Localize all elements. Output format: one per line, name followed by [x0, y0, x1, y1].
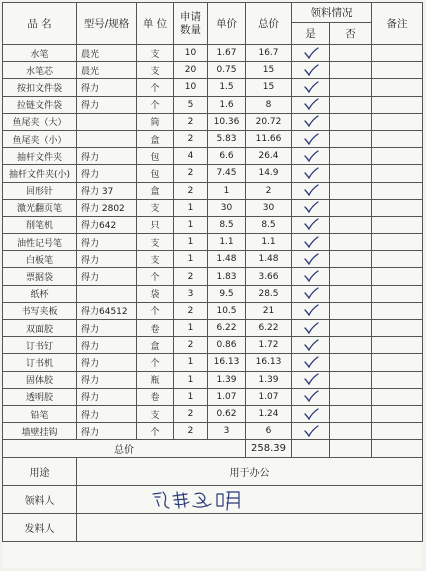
- receiver-label: 领料人: [3, 486, 77, 514]
- checkmark-icon: [303, 133, 319, 146]
- item-unit: 个: [137, 302, 174, 319]
- item-model: 得力: [77, 234, 137, 251]
- item-total: 1.72: [246, 337, 292, 354]
- item-unit: 支: [137, 251, 174, 268]
- table-row: [3, 113, 423, 130]
- checkmark-icon: [303, 201, 319, 214]
- item-model: 晨光: [77, 62, 137, 79]
- received-yes-cell: [292, 405, 330, 422]
- received-no-cell: [330, 79, 372, 96]
- table-row: [3, 354, 423, 371]
- item-unit: 支: [137, 199, 174, 216]
- table-row: [3, 148, 423, 165]
- item-note: [372, 113, 423, 130]
- item-model: 得力: [77, 320, 137, 337]
- received-no-cell: [330, 302, 372, 319]
- table-row: [3, 371, 423, 388]
- item-name: 抽杆文件夹(小): [3, 165, 77, 182]
- item-price: 8.5: [208, 216, 246, 233]
- item-note: [372, 337, 423, 354]
- table-row: [3, 320, 423, 337]
- table-row: [3, 199, 423, 216]
- received-no-cell: [330, 423, 372, 440]
- item-note: [372, 285, 423, 302]
- item-qty: 2: [174, 113, 208, 130]
- item-unit: 个: [137, 96, 174, 113]
- item-price: 1.1: [208, 234, 246, 251]
- item-price: 0.86: [208, 337, 246, 354]
- received-yes-cell: [292, 302, 330, 319]
- received-yes-cell: [292, 113, 330, 130]
- item-unit: 支: [137, 234, 174, 251]
- received-no-cell: [330, 371, 372, 388]
- item-name: 白板笔: [3, 251, 77, 268]
- item-unit: 卷: [137, 388, 174, 405]
- item-note: [372, 62, 423, 79]
- received-yes-cell: [292, 79, 330, 96]
- item-total: 15: [246, 79, 292, 96]
- checkmark-icon: [303, 167, 319, 180]
- checkmark-icon: [303, 322, 319, 335]
- received-no-cell: [330, 337, 372, 354]
- item-model: 得力 2802: [77, 199, 137, 216]
- item-price: 0.62: [208, 405, 246, 422]
- checkmark-icon: [303, 47, 319, 60]
- checkmark-icon: [303, 236, 319, 249]
- item-total: 1.24: [246, 405, 292, 422]
- table-row: [3, 251, 423, 268]
- checkmark-icon: [303, 356, 319, 369]
- item-total: 14.9: [246, 165, 292, 182]
- item-unit: 筒: [137, 113, 174, 130]
- item-unit: 瓶: [137, 371, 174, 388]
- item-qty: 2: [174, 130, 208, 147]
- item-unit: 盒: [137, 130, 174, 147]
- item-model: [77, 113, 137, 130]
- received-no-cell: [330, 320, 372, 337]
- item-unit: 个: [137, 354, 174, 371]
- item-note: [372, 45, 423, 62]
- item-note: [372, 320, 423, 337]
- item-note: [372, 251, 423, 268]
- total-no: [330, 440, 372, 458]
- item-unit: 支: [137, 405, 174, 422]
- table-row: [3, 302, 423, 319]
- received-yes-cell: [292, 96, 330, 113]
- table-row: [3, 405, 423, 422]
- item-qty: 2: [174, 405, 208, 422]
- checkmark-icon: [303, 115, 319, 128]
- item-total: 15: [246, 62, 292, 79]
- item-unit: 支: [137, 62, 174, 79]
- item-name: 按扣文件袋: [3, 79, 77, 96]
- received-no-cell: [330, 45, 372, 62]
- item-note: [372, 302, 423, 319]
- item-total: 16.13: [246, 354, 292, 371]
- table-row: [3, 268, 423, 285]
- purpose-label: 用途: [3, 458, 77, 486]
- item-total: 1.1: [246, 234, 292, 251]
- item-total: 6.22: [246, 320, 292, 337]
- item-name: 双面胶: [3, 320, 77, 337]
- checkmark-icon: [303, 408, 319, 421]
- received-yes-cell: [292, 337, 330, 354]
- table-row: [3, 62, 423, 79]
- item-model: 得力: [77, 79, 137, 96]
- item-qty: 5: [174, 96, 208, 113]
- item-qty: 2: [174, 302, 208, 319]
- header-yes: 是: [292, 23, 330, 45]
- item-note: [372, 182, 423, 199]
- table-row: [3, 216, 423, 233]
- item-price: 30: [208, 199, 246, 216]
- item-unit: 支: [137, 45, 174, 62]
- item-total: 11.66: [246, 130, 292, 147]
- item-price: 1.67: [208, 45, 246, 62]
- item-price: 1.5: [208, 79, 246, 96]
- table-row: [3, 234, 423, 251]
- item-qty: 2: [174, 268, 208, 285]
- item-unit: 包: [137, 165, 174, 182]
- item-total: 21: [246, 302, 292, 319]
- item-total: 1.39: [246, 371, 292, 388]
- item-qty: 1: [174, 234, 208, 251]
- item-price: 1.48: [208, 251, 246, 268]
- item-name: 透明胶: [3, 388, 77, 405]
- item-model: 得力642: [77, 216, 137, 233]
- item-qty: 2: [174, 337, 208, 354]
- item-total: 1.07: [246, 388, 292, 405]
- item-name: 油性记号笔: [3, 234, 77, 251]
- checkmark-icon: [303, 218, 319, 231]
- received-no-cell: [330, 165, 372, 182]
- item-model: 得力 37: [77, 182, 137, 199]
- item-qty: 4: [174, 148, 208, 165]
- received-yes-cell: [292, 354, 330, 371]
- table-row: [3, 337, 423, 354]
- item-total: 16.7: [246, 45, 292, 62]
- received-no-cell: [330, 354, 372, 371]
- item-model: 得力: [77, 165, 137, 182]
- item-price: 1.39: [208, 371, 246, 388]
- checkmark-icon: [303, 270, 319, 283]
- received-no-cell: [330, 199, 372, 216]
- item-unit: 只: [137, 216, 174, 233]
- item-model: 得力: [77, 148, 137, 165]
- received-no-cell: [330, 62, 372, 79]
- item-price: 10.36: [208, 113, 246, 130]
- item-model: 得力: [77, 423, 137, 440]
- item-price: 0.75: [208, 62, 246, 79]
- received-no-cell: [330, 216, 372, 233]
- header-total: 总价: [246, 3, 292, 45]
- checkmark-icon: [303, 390, 319, 403]
- item-total: 6: [246, 423, 292, 440]
- header-name: 品 名: [3, 3, 77, 45]
- item-unit: 个: [137, 268, 174, 285]
- item-total: 8: [246, 96, 292, 113]
- checkmark-icon: [303, 98, 319, 111]
- item-price: 1.6: [208, 96, 246, 113]
- received-no-cell: [330, 182, 372, 199]
- item-name: 书写夹板: [3, 302, 77, 319]
- checkmark-icon: [303, 150, 319, 163]
- table-row: [3, 79, 423, 96]
- issuer-value: [77, 514, 423, 542]
- received-no-cell: [330, 234, 372, 251]
- checkmark-icon: [303, 287, 319, 300]
- item-model: 得力: [77, 371, 137, 388]
- item-name: 鱼尾夹（大）: [3, 113, 77, 130]
- item-total: 8.5: [246, 216, 292, 233]
- item-name: 票据袋: [3, 268, 77, 285]
- header-note: 备注: [372, 3, 423, 45]
- signature-scribble: [147, 488, 257, 512]
- item-unit: 包: [137, 148, 174, 165]
- item-total: 1.48: [246, 251, 292, 268]
- item-name: 订书钉: [3, 337, 77, 354]
- item-total: 26.4: [246, 148, 292, 165]
- item-name: 水笔芯: [3, 62, 77, 79]
- item-model: 得力: [77, 337, 137, 354]
- item-total: 28.5: [246, 285, 292, 302]
- item-name: 抽杆文件夹: [3, 148, 77, 165]
- received-yes-cell: [292, 130, 330, 147]
- item-price: 6.22: [208, 320, 246, 337]
- item-note: [372, 388, 423, 405]
- item-unit: 盒: [137, 337, 174, 354]
- item-qty: 2: [174, 182, 208, 199]
- received-yes-cell: [292, 371, 330, 388]
- checkmark-icon: [303, 339, 319, 352]
- issuer-label: 发料人: [3, 514, 77, 542]
- item-note: [372, 354, 423, 371]
- item-model: 晨光: [77, 45, 137, 62]
- item-name: 激光翻页笔: [3, 199, 77, 216]
- item-model: 得力64512: [77, 302, 137, 319]
- item-qty: 2: [174, 165, 208, 182]
- item-qty: 3: [174, 285, 208, 302]
- item-note: [372, 165, 423, 182]
- header-no: 否: [330, 23, 372, 45]
- item-note: [372, 148, 423, 165]
- item-qty: 2: [174, 423, 208, 440]
- item-qty: 1: [174, 251, 208, 268]
- item-model: [77, 130, 137, 147]
- item-name: 纸杯: [3, 285, 77, 302]
- item-qty: 1: [174, 371, 208, 388]
- received-no-cell: [330, 405, 372, 422]
- table-row: [3, 285, 423, 302]
- item-note: [372, 216, 423, 233]
- table-row: [3, 130, 423, 147]
- item-total: 3.66: [246, 268, 292, 285]
- item-price: 16.13: [208, 354, 246, 371]
- checkmark-icon: [303, 425, 319, 438]
- item-price: 9.5: [208, 285, 246, 302]
- checkmark-icon: [303, 184, 319, 197]
- item-note: [372, 405, 423, 422]
- table-row: [3, 182, 423, 199]
- item-price: 1.83: [208, 268, 246, 285]
- received-yes-cell: [292, 165, 330, 182]
- received-yes-cell: [292, 148, 330, 165]
- received-yes-cell: [292, 285, 330, 302]
- received-yes-cell: [292, 251, 330, 268]
- item-name: 铅笔: [3, 405, 77, 422]
- received-no-cell: [330, 96, 372, 113]
- item-qty: 10: [174, 79, 208, 96]
- item-note: [372, 423, 423, 440]
- received-no-cell: [330, 148, 372, 165]
- item-unit: 盒: [137, 182, 174, 199]
- received-no-cell: [330, 285, 372, 302]
- item-unit: 个: [137, 79, 174, 96]
- item-qty: 1: [174, 320, 208, 337]
- item-note: [372, 268, 423, 285]
- item-total: 20.72: [246, 113, 292, 130]
- checkmark-icon: [303, 253, 319, 266]
- received-no-cell: [330, 113, 372, 130]
- item-model: [77, 285, 137, 302]
- header-status: 领料情况: [292, 3, 372, 23]
- item-price: 1.07: [208, 388, 246, 405]
- item-total: 2: [246, 182, 292, 199]
- total-value: 258.39: [246, 440, 292, 458]
- item-qty: 1: [174, 354, 208, 371]
- item-qty: 1: [174, 199, 208, 216]
- item-total: 30: [246, 199, 292, 216]
- total-label: 总价: [3, 440, 246, 458]
- item-name: 墙壁挂钩: [3, 423, 77, 440]
- item-model: 得力: [77, 354, 137, 371]
- header-model: 型号/规格: [77, 3, 137, 45]
- item-model: 得力: [77, 96, 137, 113]
- item-model: 得力: [77, 388, 137, 405]
- received-yes-cell: [292, 216, 330, 233]
- receiver-cell: [77, 486, 423, 514]
- item-price: 3: [208, 423, 246, 440]
- received-yes-cell: [292, 182, 330, 199]
- item-note: [372, 130, 423, 147]
- item-price: 6.6: [208, 148, 246, 165]
- item-name: 固体胶: [3, 371, 77, 388]
- item-unit: 个: [137, 423, 174, 440]
- item-model: 得力: [77, 268, 137, 285]
- purpose-value: 用于办公: [77, 458, 423, 486]
- table-row: [3, 423, 423, 440]
- item-price: 7.45: [208, 165, 246, 182]
- item-unit: 袋: [137, 285, 174, 302]
- table-row: [3, 388, 423, 405]
- item-note: [372, 79, 423, 96]
- header-qty: 申请 数量: [174, 3, 208, 45]
- total-yes: [292, 440, 330, 458]
- item-qty: 1: [174, 216, 208, 233]
- item-price: 1: [208, 182, 246, 199]
- requisition-sheet: [2, 2, 422, 568]
- supply-table: [2, 2, 423, 542]
- received-no-cell: [330, 268, 372, 285]
- item-qty: 1: [174, 388, 208, 405]
- item-name: 鱼尾夹（小）: [3, 130, 77, 147]
- received-yes-cell: [292, 45, 330, 62]
- received-yes-cell: [292, 423, 330, 440]
- item-name: 水笔: [3, 45, 77, 62]
- table-row: [3, 165, 423, 182]
- checkmark-icon: [303, 373, 319, 386]
- item-model: 得力: [77, 405, 137, 422]
- signature: [77, 486, 422, 513]
- received-no-cell: [330, 251, 372, 268]
- total-note: [372, 440, 423, 458]
- table-row: [3, 45, 423, 62]
- item-qty: 20: [174, 62, 208, 79]
- received-yes-cell: [292, 268, 330, 285]
- checkmark-icon: [303, 81, 319, 94]
- checkmark-icon: [303, 64, 319, 77]
- item-price: 5.83: [208, 130, 246, 147]
- header-price: 单价: [208, 3, 246, 45]
- item-note: [372, 234, 423, 251]
- item-note: [372, 199, 423, 216]
- received-yes-cell: [292, 388, 330, 405]
- checkmark-icon: [303, 304, 319, 317]
- item-unit: 卷: [137, 320, 174, 337]
- item-name: 订书机: [3, 354, 77, 371]
- header-unit: 单 位: [137, 3, 174, 45]
- item-name: 拉链文件袋: [3, 96, 77, 113]
- received-no-cell: [330, 130, 372, 147]
- item-price: 10.5: [208, 302, 246, 319]
- table-row: [3, 96, 423, 113]
- received-no-cell: [330, 388, 372, 405]
- received-yes-cell: [292, 199, 330, 216]
- item-qty: 10: [174, 45, 208, 62]
- received-yes-cell: [292, 320, 330, 337]
- received-yes-cell: [292, 234, 330, 251]
- item-note: [372, 96, 423, 113]
- received-yes-cell: [292, 62, 330, 79]
- item-name: 削笔机: [3, 216, 77, 233]
- item-note: [372, 371, 423, 388]
- item-model: 得力: [77, 251, 137, 268]
- item-name: 回形针: [3, 182, 77, 199]
